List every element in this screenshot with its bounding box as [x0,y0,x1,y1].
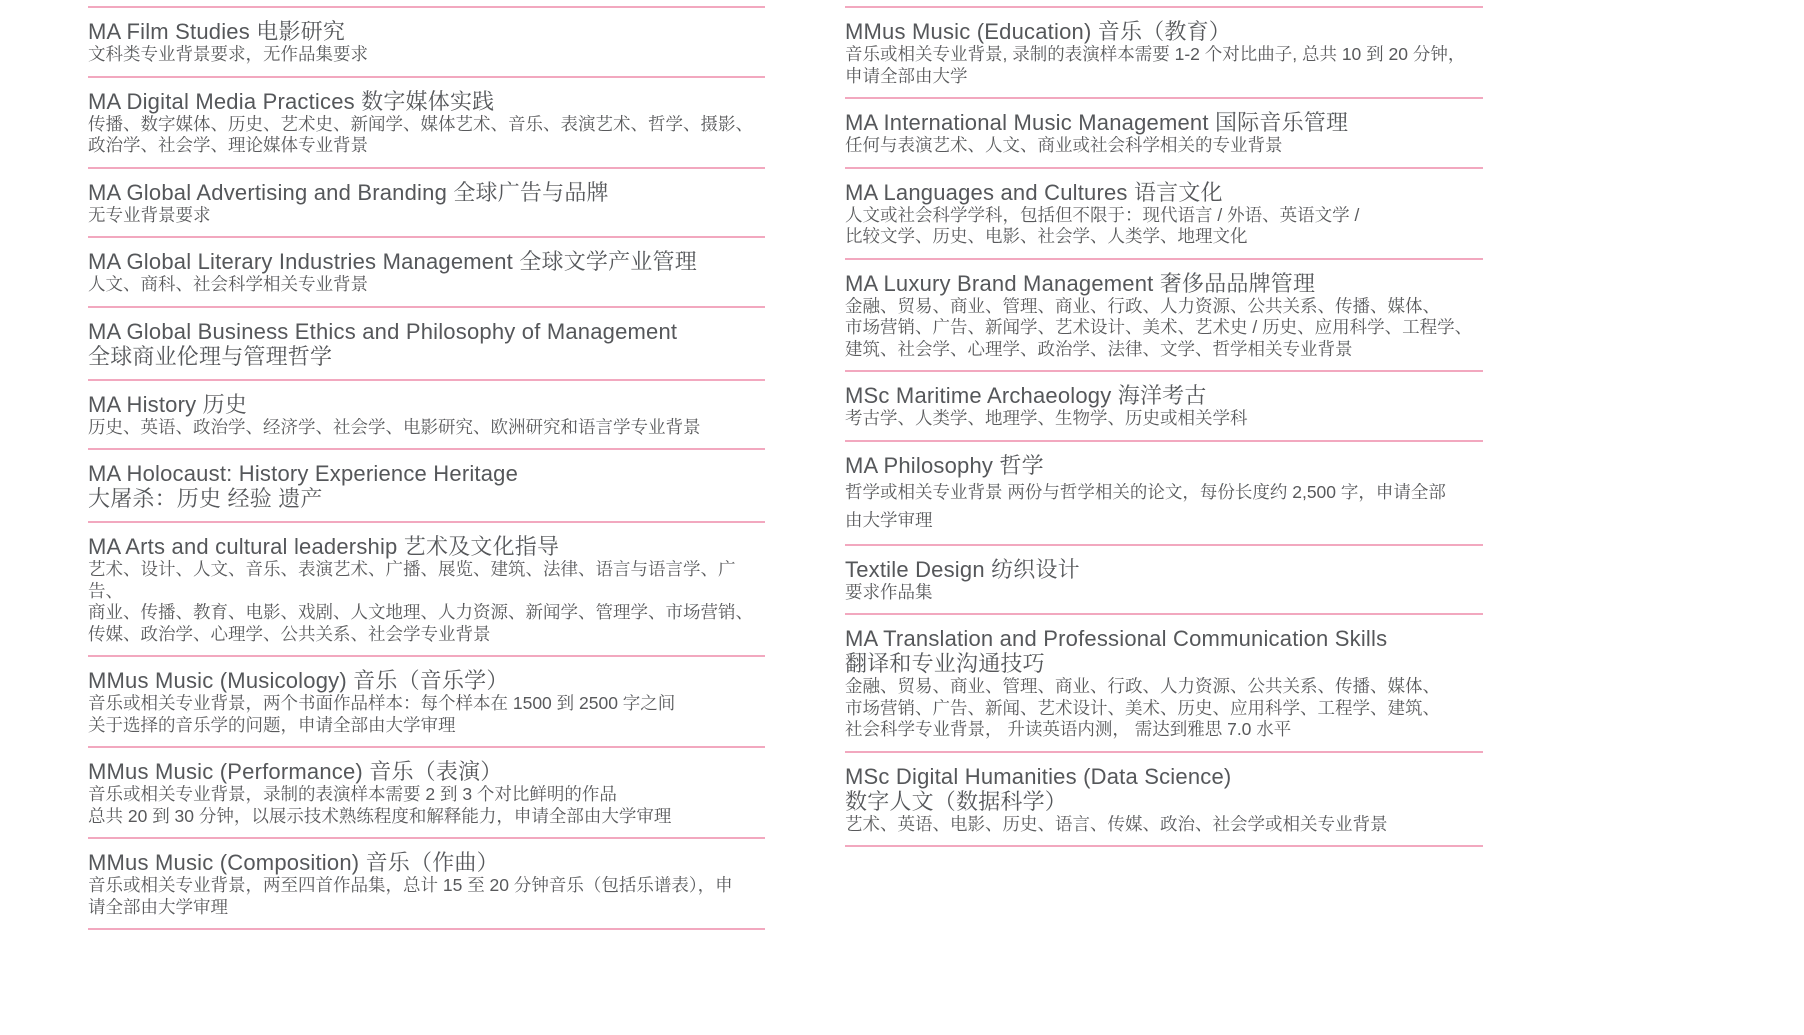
program-block [88,308,765,379]
program-title: MA Holocaust: History Experience Heritage [88,461,519,486]
program-requirements-line: 总共 20 到 30 分钟，以展示技术熟练程度和解释能力，申请全部由大学审理 [88,805,672,826]
program-title: MMus Music (Musicology) 音乐（音乐学） [88,668,509,693]
program-requirements-line: 考古学、人类学、地理学、生物学、历史或相关学科 [845,408,1248,428]
program-title: MA Luxury Brand Management 奢侈品品牌管理 [845,270,1316,296]
program-requirements-line: 金融、贸易、商业、管理、商业、行政、人力资源、公共关系、传播、媒体、 [845,295,1440,316]
program-block [88,8,765,76]
program-title: MMus Music (Composition) 音乐（作曲） [88,850,499,875]
program-requirements-line: 音乐或相关专业背景，两至四首作品集，总计 15 至 20 分钟音乐（包括乐谱表），申 [88,875,733,895]
program-requirements-line: 音乐或相关专业背景, 录制的表演样本需要 1-2 个对比曲子, 总共 10 到 20 分钟， [845,44,1466,64]
program-requirements-line: 传播、数字媒体、历史、艺术史、新闻学、媒体艺术、音乐、表演艺术、哲学、摄影、 [88,113,753,134]
program-requirements-line: 人文或社会科学学科，包括但不限于：现代语言 / 外语、英语文学 / [845,204,1360,225]
program-requirements-line: 由大学审理 [845,509,933,530]
program-title: MA Global Literary Industries Management 全球文学产业管理 [88,249,697,274]
program-title: MA Arts and cultural leadership 艺术及文化指导 [88,534,560,559]
program-block [845,8,1483,97]
program-block [88,748,765,837]
program-title: MA Film Studies 电影研究 [88,19,346,44]
program-title: MA Philosophy 哲学 [845,452,1044,478]
left-column [88,0,765,930]
program-requirements-line: 无专业背景要求 [88,204,211,225]
program-title-line2: 大屠杀：历史 经验 遗产 [88,486,323,511]
program-block [845,615,1483,751]
program-requirements-line: 政治学、社会学、理论媒体专业背景 [88,135,368,155]
program-title-line2: 全球商业伦理与管理哲学 [88,343,333,369]
program-title: MSc Maritime Archaeology 海洋考古 [845,383,1207,408]
program-title-line2: 数字人文（数据科学） [845,788,1068,814]
program-block [88,381,765,449]
program-requirements-line: 人文、商科、社会科学相关专业背景 [88,274,368,294]
program-block [88,523,765,655]
program-title: MA International Music Management 国际音乐管理 [845,110,1349,135]
program-title: MA Global Advertising and Branding 全球广告与品牌 [88,179,609,205]
program-title: MSc Digital Humanities (Data Science) [845,763,1232,789]
program-requirements-line: 市场营销、广告、新闻学、艺术设计、美术、艺术史 / 历史、应用科学、工程学、 [845,317,1473,337]
divider [845,845,1483,847]
program-title: MA Translation and Professional Communication Skills [845,626,1388,651]
program-block [88,839,765,928]
divider [88,928,765,930]
program-block [88,78,765,167]
program-requirements-line: 哲学或相关专业背景 两份与哲学相关的论文，每份长度约 2,500 字，申请全部 [845,481,1446,502]
program-requirements-line: 音乐或相关专业背景，录制的表演样本需要 2 到 3 个对比鲜明的作品 [88,784,617,804]
program-block [88,657,765,746]
program-requirements-line: 请全部由大学审理 [88,896,228,917]
right-column [845,0,1483,847]
program-requirements-line: 任何与表演艺术、人文、商业或社会科学相关的专业背景 [845,135,1283,155]
program-requirements-line: 金融、贸易、商业、管理、商业、行政、人力资源、公共关系、传播、媒体、 [845,676,1440,696]
program-requirements-line: 艺术、设计、人文、音乐、表演艺术、广播、展览、建筑、法律、语言与语言学、广告、 [88,559,736,601]
program-block [845,753,1483,846]
program-block [88,169,765,237]
program-block [845,442,1483,544]
program-requirements-line: 市场营销、广告、新闻、艺术设计、美术、历史、应用科学、工程学、建筑、 [845,697,1440,718]
program-block [845,546,1483,614]
program-requirements-line: 比较文学、历史、电影、社会学、人类学、地理文化 [845,226,1248,246]
program-requirements-line: 关于选择的音乐学的问题，申请全部由大学审理 [88,714,456,735]
program-block [845,260,1483,371]
program-requirements-line: 艺术、英语、电影、历史、语言、传媒、政治、社会学或相关专业背景 [845,813,1388,834]
program-title: MA Global Business Ethics and Philosophy of Management [88,318,678,344]
program-requirements-line: 传媒、政治学、心理学、公共关系、社会学专业背景 [88,623,491,644]
program-block [88,238,765,306]
program-title: MMus Music (Performance) 音乐（表演） [88,759,503,784]
program-requirements-line: 建筑、社会学、心理学、政治学、法律、文学、哲学相关专业背景 [845,338,1353,359]
program-block [845,99,1483,167]
program-requirements-line: 文科类专业背景要求，无作品集要求 [88,44,368,64]
program-requirements-line: 商业、传播、教育、电影、戏剧、人文地理、人力资源、新闻学、管理学、市场营销、 [88,602,753,622]
program-requirements-line: 历史、英语、政治学、经济学、社会学、电影研究、欧洲研究和语言学专业背景 [88,416,701,437]
program-requirements-line: 社会科学专业背景， 升读英语内测， 需达到雅思 7.0 水平 [845,719,1292,739]
program-block [845,372,1483,440]
program-requirements-line: 申请全部由大学 [845,65,968,86]
program-title: MA Digital Media Practices 数字媒体实践 [88,88,495,114]
program-block [845,169,1483,258]
program-title: MA Languages and Cultures 语言文化 [845,179,1223,205]
program-title: MMus Music (Education) 音乐（教育） [845,19,1231,44]
program-title-line2: 翻译和专业沟通技巧 [845,651,1045,676]
program-block [88,450,765,521]
program-requirements-line: 音乐或相关专业背景，两个书面作品样本：每个样本在 1500 到 2500 字之间 [88,693,676,713]
program-requirements-line: 要求作品集 [845,581,933,602]
program-title: Textile Design 纺织设计 [845,556,1080,582]
program-title: MA History 历史 [88,391,248,417]
